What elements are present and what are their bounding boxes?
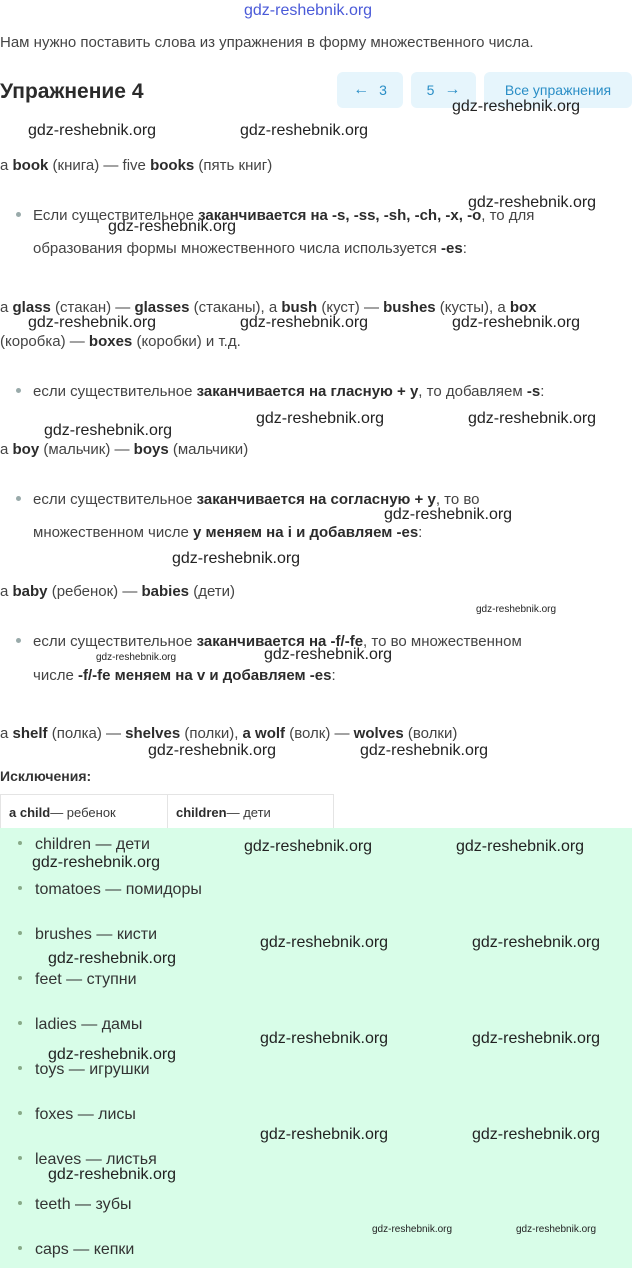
next-exercise-label: 5: [426, 82, 435, 98]
list-item: ladies — дамы: [18, 1016, 142, 1034]
example-es-line1: a glass (стакан) — glasses (стаканы), a bush (куст) — bushes (кусты), a box: [0, 299, 537, 316]
list-item: feet — ступни: [18, 971, 137, 989]
list-item: brushes — кисти: [18, 926, 157, 944]
watermark: gdz-reshebnik.org: [372, 1224, 453, 1235]
list-item: foxes — лисы: [18, 1106, 136, 1124]
prev-exercise-button[interactable]: [337, 72, 403, 108]
arrow-left-icon: ←: [353, 81, 370, 98]
watermark: gdz-reshebnik.org: [96, 652, 177, 663]
example-book: a book (книга) — five books (пять книг): [0, 157, 273, 174]
list-item: toys — игрушки: [18, 1061, 150, 1079]
bullet-icon: [16, 638, 21, 643]
watermark: gdz-reshebnik.org: [472, 934, 601, 951]
bullet-icon: [18, 931, 22, 935]
exceptions-table: [0, 794, 334, 830]
watermark: gdz-reshebnik.org: [28, 314, 157, 331]
watermark: gdz-reshebnik.org: [516, 1224, 597, 1235]
bullet-icon: [18, 976, 22, 980]
prev-exercise-label: 3: [379, 82, 387, 98]
rule-f-fe-line2: числе -f/-fe меняем на v и добавляем -es:: [33, 667, 336, 684]
watermark: gdz-reshebnik.org: [240, 314, 369, 331]
watermark: gdz-reshebnik.org: [472, 1030, 601, 1047]
list-item: leaves — листья: [18, 1151, 157, 1169]
watermark: gdz-reshebnik.org: [456, 838, 585, 855]
watermark: gdz-reshebnik.org: [48, 1166, 177, 1183]
watermark: gdz-reshebnik.org: [48, 1046, 177, 1063]
watermark: gdz-reshebnik.org: [108, 218, 237, 235]
watermark: gdz-reshebnik.org: [476, 604, 557, 615]
site-watermark: gdz-reshebnik.org: [244, 2, 373, 19]
example-boy: a boy (мальчик) — boys (мальчики): [0, 441, 249, 458]
watermark: gdz-reshebnik.org: [384, 506, 513, 523]
list-item: tomatoes — помидоры: [18, 881, 202, 899]
bullet-icon: [18, 1156, 22, 1160]
bullet-icon: [18, 1111, 22, 1115]
bullet-icon: [18, 1246, 22, 1250]
watermark: gdz-reshebnik.org: [452, 98, 581, 115]
example-es-line2: (коробка) — boxes (коробки) и т.д.: [0, 333, 241, 350]
watermark: gdz-reshebnik.org: [44, 422, 173, 439]
rule-consonant-y-line1: если существительное заканчивается на согласную + y, то во: [16, 491, 480, 508]
watermark: gdz-reshebnik.org: [452, 314, 581, 331]
all-exercises-label: Все упражнения: [504, 82, 612, 98]
exceptions-label: Исключения:: [0, 768, 92, 784]
table-cell: a child — ребенок: [1, 795, 168, 829]
intro-text: Нам нужно поставить слова из упражнения в форму множественного числа.: [0, 34, 534, 51]
watermark: gdz-reshebnik.org: [244, 838, 373, 855]
list-item: children — дети: [18, 836, 150, 854]
example-baby: a baby (ребенок) — babies (дети): [0, 583, 236, 600]
bullet-icon: [16, 212, 21, 217]
watermark: gdz-reshebnik.org: [48, 950, 177, 967]
watermark: gdz-reshebnik.org: [260, 934, 389, 951]
table-cell: children — дети: [176, 804, 271, 820]
rule-es-line2: образования формы множественного числа используется -es:: [33, 240, 467, 257]
watermark: gdz-reshebnik.org: [468, 410, 597, 427]
bullet-icon: [16, 388, 21, 393]
rule-consonant-y-line2: множественном числе y меняем на i и добавляем -es:: [33, 524, 423, 541]
watermark: gdz-reshebnik.org: [148, 742, 277, 759]
bullet-icon: [18, 1021, 22, 1025]
watermark: gdz-reshebnik.org: [32, 854, 161, 871]
watermark: gdz-reshebnik.org: [28, 122, 157, 139]
rule-f-fe-line1: если существительное заканчивается на -f/-fe, то во множественном: [16, 633, 522, 650]
watermark: gdz-reshebnik.org: [260, 1126, 389, 1143]
watermark: gdz-reshebnik.org: [360, 742, 489, 759]
watermark: gdz-reshebnik.org: [468, 194, 597, 211]
arrow-right-icon: →: [444, 81, 461, 98]
page-title: Упражнение 4: [0, 80, 144, 103]
watermark: gdz-reshebnik.org: [264, 646, 393, 663]
watermark: gdz-reshebnik.org: [172, 550, 301, 567]
watermark: gdz-reshebnik.org: [472, 1126, 601, 1143]
bullet-icon: [16, 496, 21, 501]
watermark: gdz-reshebnik.org: [260, 1030, 389, 1047]
list-item: teeth — зубы: [18, 1196, 131, 1214]
watermark: gdz-reshebnik.org: [240, 122, 369, 139]
example-shelf-wolf: a shelf (полка) — shelves (полки), a wolf (волк) — wolves (волки): [0, 725, 458, 742]
rule-vowel-y: если существительное заканчивается на гласную + y, то добавляем -s:: [16, 383, 544, 400]
list-item: caps — кепки: [18, 1241, 134, 1259]
bullet-icon: [18, 1066, 22, 1070]
bullet-icon: [18, 886, 22, 890]
bullet-icon: [18, 841, 22, 845]
bullet-icon: [18, 1201, 22, 1205]
rule-es-line1: Если существительное заканчивается на -s, -ss, -sh, -ch, -x, -o, то для: [16, 207, 534, 224]
watermark: gdz-reshebnik.org: [256, 410, 385, 427]
